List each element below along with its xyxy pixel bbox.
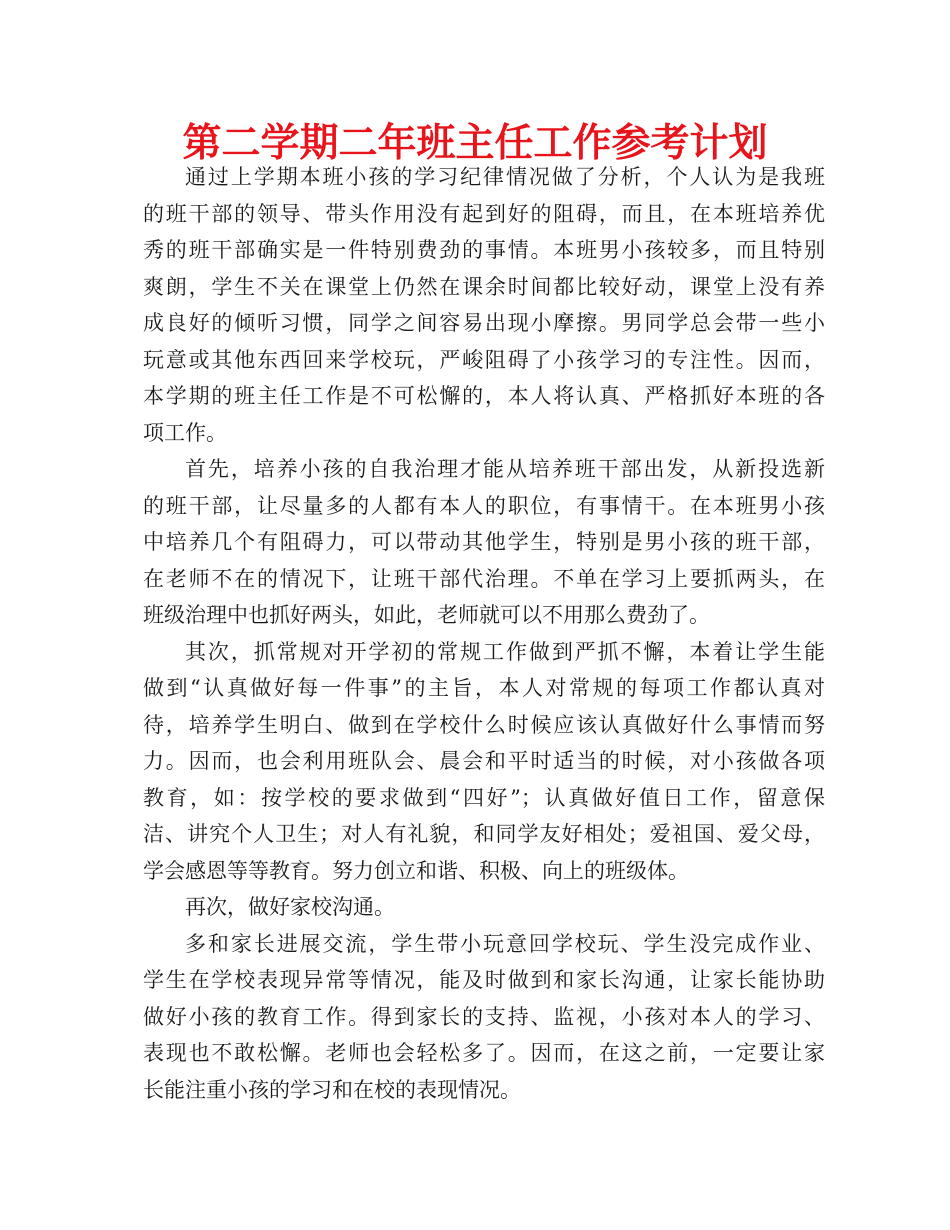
paragraph	[143, 889, 825, 926]
paragraph	[143, 159, 825, 451]
paragraph-line: 再次，做好家校沟通。	[185, 895, 395, 919]
paragraph-line: 做好小孩的教育工作。得到家长的支持、监视，小孩对本人的学习、	[143, 1004, 825, 1029]
document-title: 第二学期二年班主任工作参考计划	[182, 121, 768, 166]
paragraph-line: 长能注重小孩的学习和在校的表现情况。	[143, 1077, 521, 1102]
paragraph-line: 其次，抓常规对开学初的常规工作做到严抓不懈，本着让学生能	[185, 639, 825, 664]
paragraph	[143, 451, 825, 634]
paragraph-line: 教育，如：按学校的要求做到“四好”；认真做好值日工作，留意保	[143, 785, 825, 810]
paragraph-line: 做到“认真做好每一件事”的主旨，本人对常规的每项工作都认真对	[143, 676, 825, 700]
paragraph	[143, 926, 825, 1109]
paragraph-line: 成良好的倾听习惯，同学之间容易出现小摩擦。男同学总会带一些小	[143, 311, 825, 335]
paragraph-line: 的班干部，让尽量多的人都有本人的职位，有事情干。在本班男小孩	[143, 493, 825, 518]
paragraph-line: 待，培养学生明白、做到在学校什么时候应该认真做好什么事情而努	[143, 712, 825, 737]
paragraph-line: 学会感恩等等教育。努力创立和谐、积极、向上的班级体。	[143, 858, 689, 883]
paragraph	[143, 634, 825, 890]
paragraph-line: 玩意或其他东西回来学校玩，严峻阻碍了小孩学习的专注性。因而，	[143, 347, 825, 372]
paragraph-line: 中培养几个有阻碍力，可以带动其他学生，特别是男小孩的班干部，	[143, 530, 825, 554]
paragraph-line: 在老师不在的情况下，让班干部代治理。不单在学习上要抓两头，在	[143, 566, 825, 591]
document-body	[143, 159, 825, 1108]
paragraph-line: 秀的班干部确实是一件特别费劲的事情。本班男小孩较多，而且特别	[143, 238, 825, 262]
paragraph-line: 通过上学期本班小孩的学习纪律情况做了分析，个人认为是我班	[185, 165, 825, 189]
paragraph-line: 的班干部的领导、带头作用没有起到好的阻碍，而且，在本班培养优	[143, 201, 825, 226]
paragraph-line: 爽朗，学生不关在课堂上仍然在课余时间都比较好动，课堂上没有养	[143, 274, 825, 299]
paragraph-line: 本学期的班主任工作是不可松懈的，本人将认真、严格抓好本班的各	[143, 384, 825, 408]
paragraph-line: 多和家长进展交流，学生带小玩意回学校玩、学生没完成作业、	[185, 931, 825, 956]
paragraph-line: 洁、讲究个人卫生；对人有礼貌，和同学友好相处；爱祖国、爱父母，	[143, 822, 825, 846]
paragraph-line: 项工作。	[143, 420, 227, 445]
paragraph-line: 力。因而，也会利用班队会、晨会和平时适当的时候，对小孩做各项	[143, 749, 825, 773]
paragraph-line: 班级治理中也抓好两头，如此，老师就可以不用那么费劲了。	[143, 603, 710, 627]
paragraph-line: 表现也不敢松懈。老师也会轻松多了。因而，在这之前，一定要让家	[143, 1041, 825, 1065]
paragraph-line: 学生在学校表现异常等情况，能及时做到和家长沟通，让家长能协助	[143, 968, 825, 992]
paragraph-line: 首先，培养小孩的自我治理才能从培养班干部出发，从新投选新	[185, 457, 825, 481]
